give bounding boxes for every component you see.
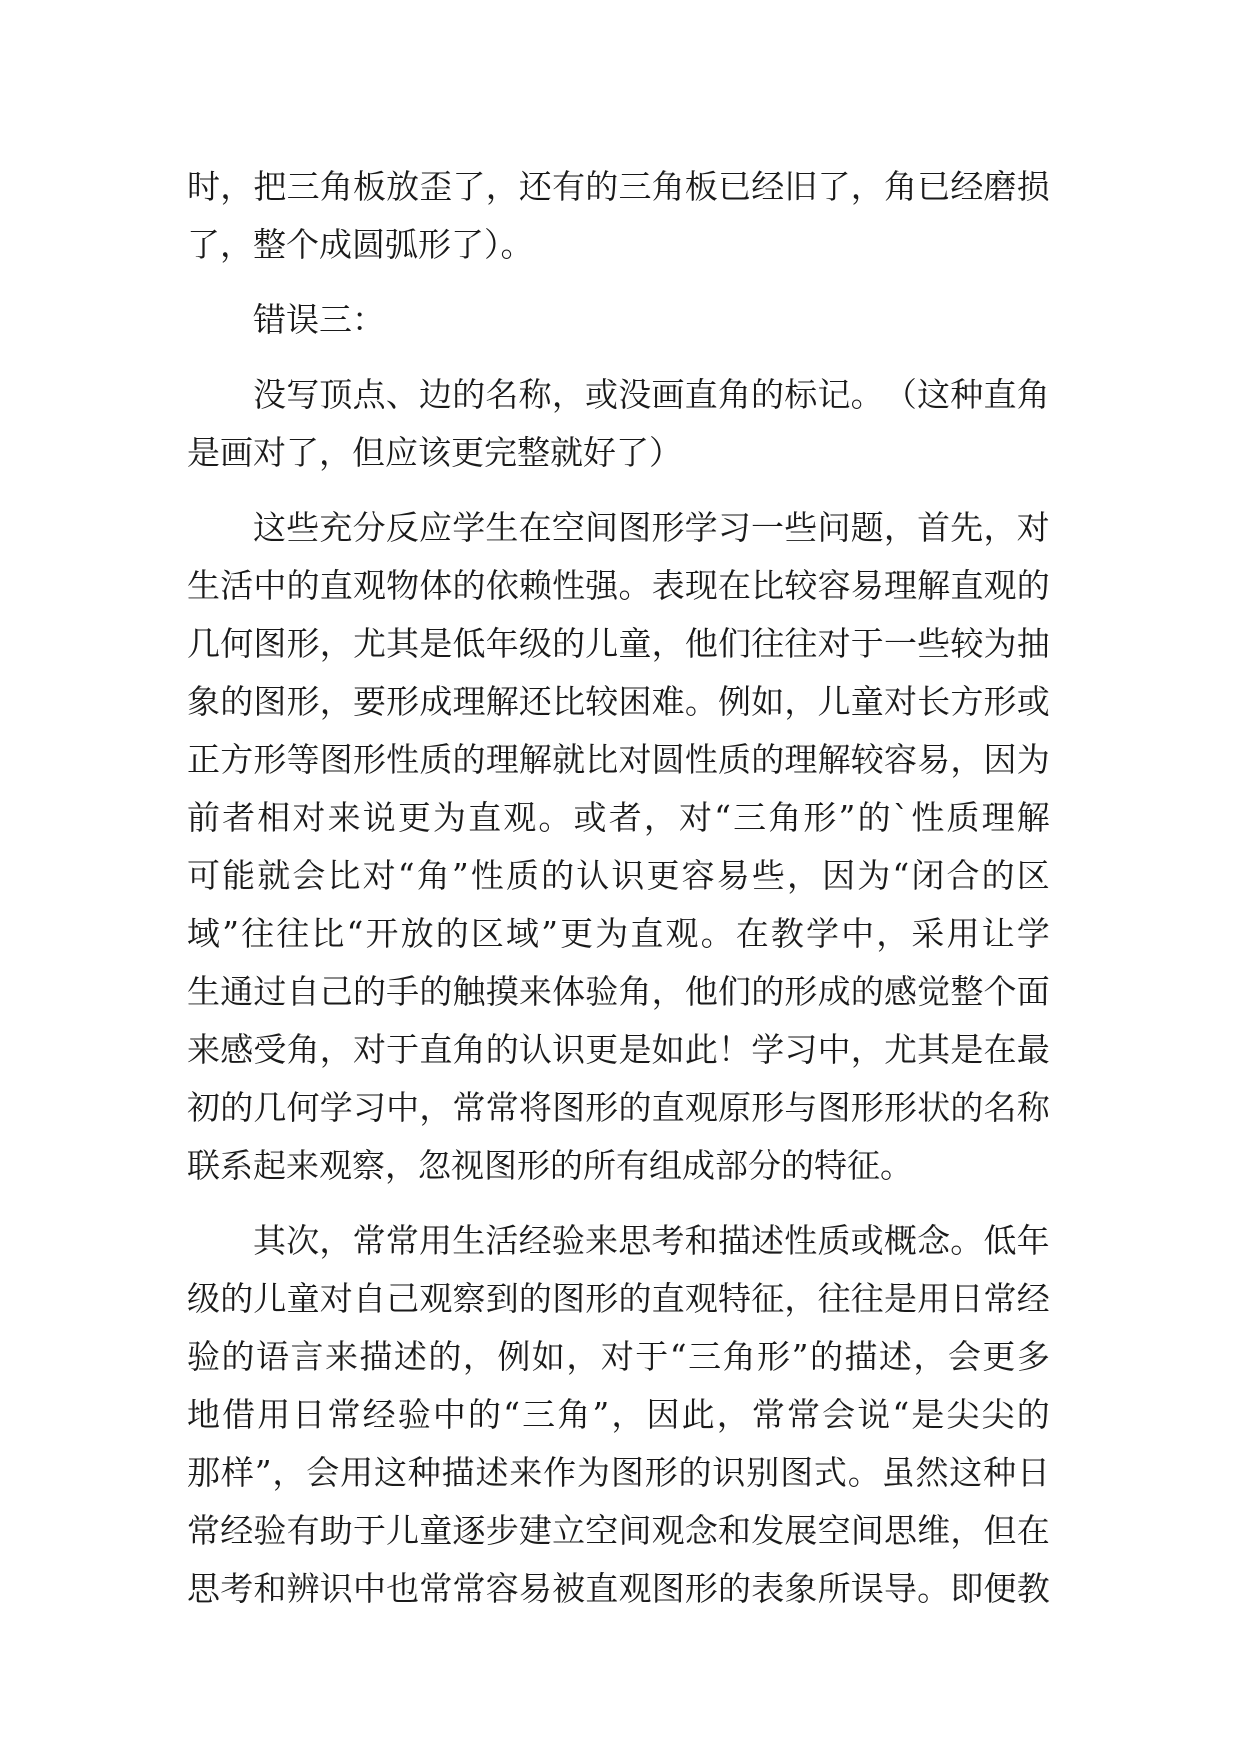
text-line: 验 的 语 言 来 描 述 的 ， 例 如 ， 对 于 “ 三 角 形 ” 的 描 述 ， 会 更 多 (187, 1337, 1050, 1376)
text-line: 初 的 几 何 学 习 中 ， 常 常 将 图 形 的 直 观 原 形 与 图 形 形 状 的 名 称 (187, 1088, 1050, 1127)
text-line: 生 活 中 的 直 观 物 体 的 依 赖 性 强 。 表 现 在 比 较 容 易 理 解 直 观 的 (187, 566, 1050, 605)
text-line: 生 通 过 自 己 的 手 的 触 摸 来 体 验 角 ， 他 们 的 形 成 的 感 觉 整 个 面 (187, 972, 1050, 1011)
text-line: 级 的 儿 童 对 自 己 观 察 到 的 图 形 的 直 观 特 征 ， 往 往 是 用 日 常 经 (187, 1279, 1050, 1318)
text-line: 那 样 ” ， 会 用 这 种 描 述 来 作 为 图 形 的 识 别 图 式 。 虽 然 这 种 日 (187, 1453, 1050, 1492)
text-line: 了，整个成圆弧形了）。 (187, 225, 534, 264)
text-line: 正 方 形 等 图 形 性 质 的 理 解 就 比 对 圆 性 质 的 理 解 较 容 易 ， 因 为 (187, 740, 1050, 779)
text-line: 几 何 图 形 ， 尤 其 是 低 年 级 的 儿 童 ， 他 们 往 往 对 于 一 些 较 为 抽 (187, 624, 1050, 663)
text-line: 错误三： (253, 300, 385, 339)
document-body (187, 158, 1050, 1618)
paragraph-gap (187, 1195, 1050, 1212)
text-line: 联系起来观察，忽视图形的所有组成部分的特征。 (187, 1146, 913, 1185)
text-line: 思 考 和 辨 识 中 也 常 常 容 易 被 直 观 图 形 的 表 象 所 误 导 。 即 便 教 (187, 1569, 1050, 1608)
paragraph-gap (187, 349, 1050, 366)
text-line: 地 借 用 日 常 经 验 中 的 “ 三 角 ” ， 因 此 ， 常 常 会 说 “ 是 尖 尖 的 (187, 1395, 1050, 1434)
text-line: 象 的 图 形 ， 要 形 成 理 解 还 比 较 困 难 。 例 如 ， 儿 童 对 长 方 形 或 (187, 682, 1050, 721)
paragraph-gap (187, 482, 1050, 499)
text-line: 时 ， 把 三 角 板 放 歪 了 ， 还 有 的 三 角 板 已 经 旧 了 ， 角 已 经 磨 损 (187, 167, 1050, 206)
text-line: 这 些 充 分 反 应 学 生 在 空 间 图 形 学 习 一 些 问 题 ， 首 先 ， 对 (253, 508, 1050, 547)
text-line: 常 经 验 有 助 于 儿 童 逐 步 建 立 空 间 观 念 和 发 展 空 间 思 维 ， 但 在 (187, 1511, 1050, 1550)
text-line: 是画对了，但应该更完整就好了） (187, 433, 682, 472)
text-line: 前 者 相 对 来 说 更 为 直 观 。 或 者 ， 对 “ 三 角 形 ” 的 ` 性 质 理 解 (187, 798, 1050, 837)
paragraph-gap (187, 274, 1050, 291)
text-line: 来 感 受 角 ， 对 于 直 角 的 认 识 更 是 如 此 ！ 学 习 中 ， 尤 其 是 在 最 (187, 1030, 1050, 1069)
text-line: 可 能 就 会 比 对 “ 角 ” 性 质 的 认 识 更 容 易 些 ， 因 为 “ 闭 合 的 区 (187, 856, 1050, 895)
text-line: 没 写 顶 点 、 边 的 名 称 ， 或 没 画 直 角 的 标 记 。 （ 这 种 直 角 (253, 375, 1050, 414)
text-line: 域 ” 往 往 比 “ 开 放 的 区 域 ” 更 为 直 观 。 在 教 学 中 ， 采 用 让 学 (187, 914, 1050, 953)
text-line: 其 次 ， 常 常 用 生 活 经 验 来 思 考 和 描 述 性 质 或 概 念 。 低 年 (253, 1221, 1050, 1260)
